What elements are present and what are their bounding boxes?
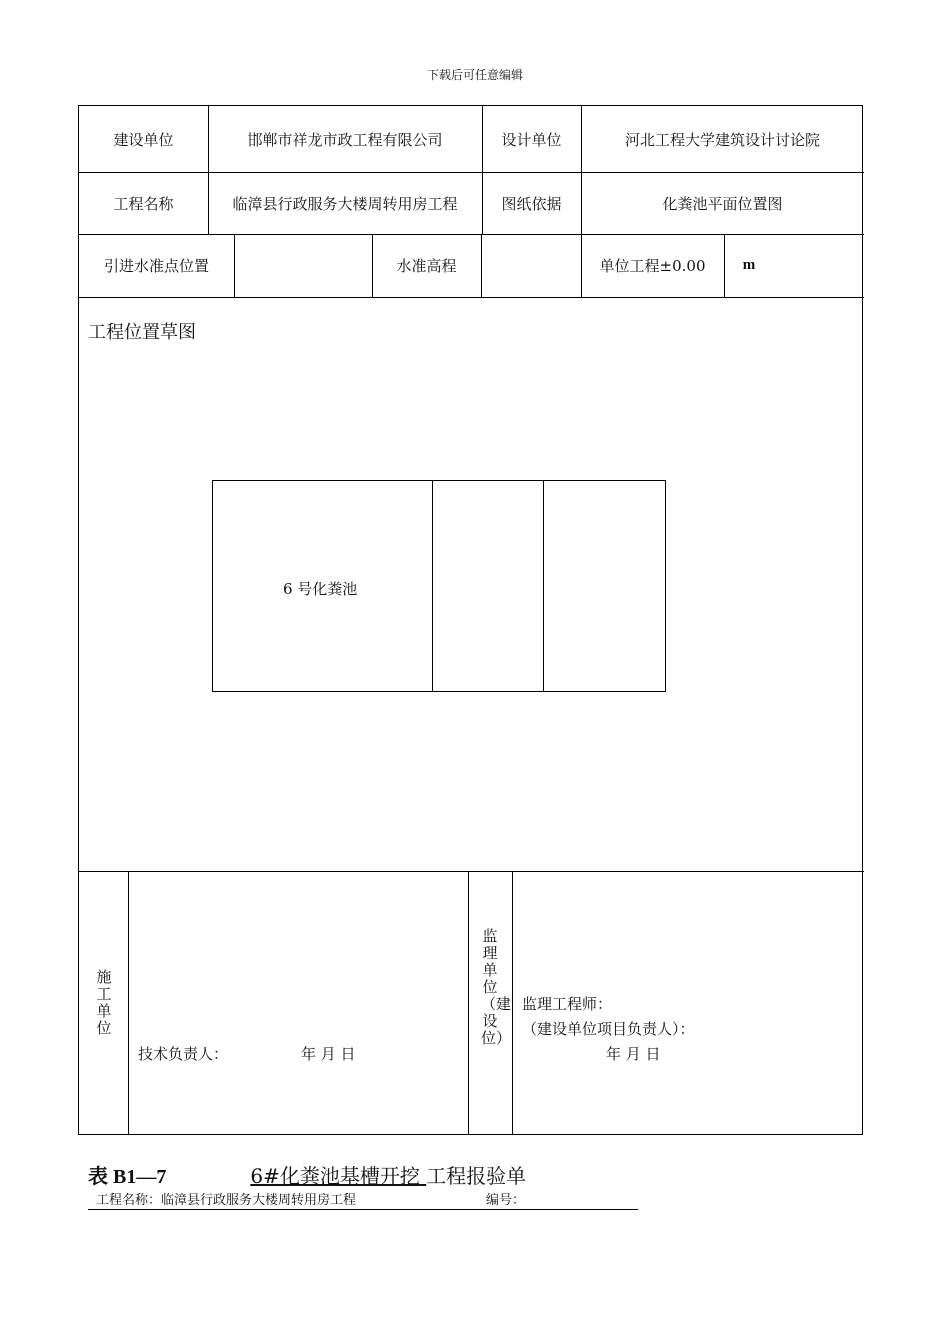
form-subject: 6#化粪池基槽开挖 [250, 1164, 420, 1188]
drawing-basis-label: 图纸依据 [501, 194, 562, 213]
row-divider [79, 297, 864, 298]
design-unit-label: 设计单位 [501, 130, 562, 149]
supervision-unit-label: 监理单位（建设位） [481, 927, 512, 1047]
supervisor-date: 年 月 日 [606, 1045, 661, 1063]
form-title-text: 工程报验单 [426, 1164, 527, 1188]
form-title [88, 1160, 526, 1189]
project-name-value: 临漳县行政服务大楼周转用房工程 [232, 194, 458, 213]
benchmark-elevation-label: 水准高程 [396, 257, 457, 275]
drawing-basis-value: 化粪池平面位置图 [662, 194, 783, 213]
header-note: 下载后可任意编辑 [426, 68, 523, 82]
septic-tank-chamber-divider [543, 481, 544, 691]
sketch-title: 工程位置草图 [88, 322, 196, 343]
serial-label: 编号： [486, 1193, 526, 1208]
septic-tank-outline [212, 480, 666, 692]
form-code: 表 B1—7 [88, 1166, 167, 1188]
col-divider [512, 871, 513, 1135]
project-info-line [88, 1189, 638, 1210]
col-divider [468, 871, 469, 1135]
septic-tank-label: 6 号化粪池 [283, 580, 358, 598]
benchmark-location-label: 引进水准点位置 [103, 257, 209, 275]
septic-tank-chamber-divider [432, 481, 433, 691]
benchmark-location-value [234, 234, 372, 297]
col-divider [128, 871, 129, 1135]
benchmark-elevation-value [481, 234, 581, 297]
row-divider [79, 871, 864, 872]
construction-unit-label: 施工单位 [96, 968, 112, 1037]
tech-lead-date: 年 月 日 [301, 1045, 356, 1063]
tech-lead-label: 技术负责人： [138, 1045, 229, 1063]
build-unit-label: 建设单位 [113, 130, 174, 149]
unit-zero-value: m [742, 257, 756, 273]
footer-project-name: 工程名称：临漳县行政服务大楼周转用房工程 [96, 1193, 357, 1208]
owner-rep-label: （建设单位项目负责人）： [522, 1020, 695, 1038]
design-unit-value: 河北工程大学建筑设计讨论院 [624, 130, 820, 149]
unit-zero-label: 单位工程±0.00 [599, 257, 706, 275]
build-unit-value: 邯郸市祥龙市政工程有限公司 [247, 130, 443, 149]
supervisor-label: 监理工程师： [522, 995, 613, 1013]
project-name-label: 工程名称 [113, 194, 174, 213]
